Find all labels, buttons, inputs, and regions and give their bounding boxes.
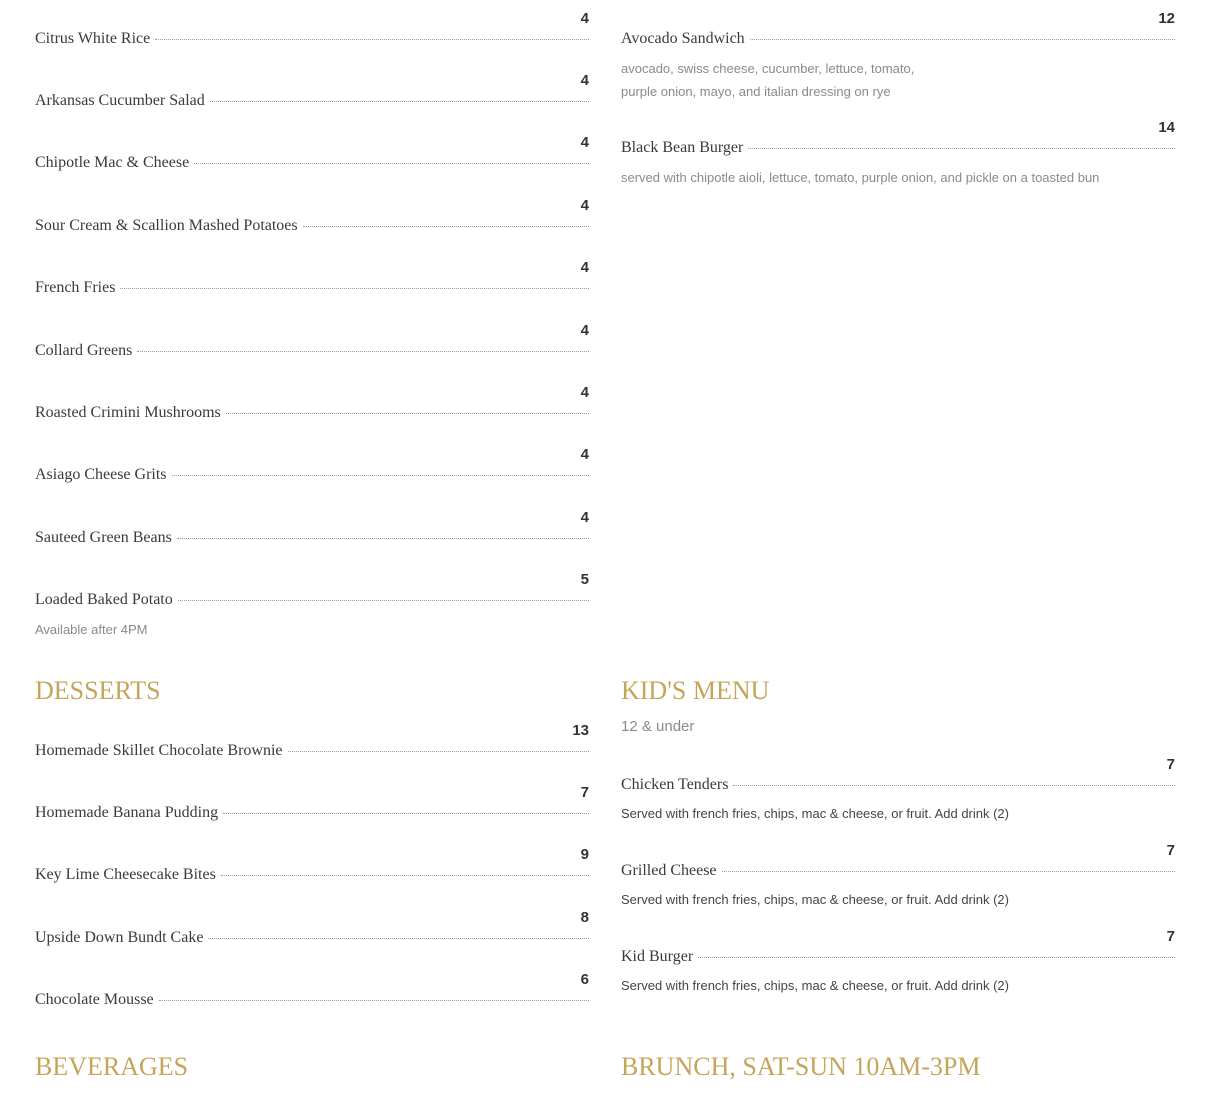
dotted-leader <box>303 226 589 227</box>
dotted-leader <box>221 875 589 876</box>
item-name: Collard Greens <box>35 342 133 359</box>
item-price: 14 <box>1158 119 1175 136</box>
sandwiches-column <box>621 0 1175 640</box>
item-price: 4 <box>580 259 589 276</box>
dotted-leader <box>137 351 589 352</box>
dotted-leader <box>722 871 1175 872</box>
item-price: 4 <box>580 384 589 401</box>
item-price: 5 <box>580 571 589 588</box>
item-description: Available after 4PM <box>35 622 148 637</box>
item-name: Kid Burger <box>621 948 694 965</box>
item-name: Chocolate Mousse <box>35 991 154 1008</box>
item-name: Roasted Crimini Mushrooms <box>35 404 221 421</box>
kids-menu-column <box>621 756 1175 1006</box>
item-name: Asiago Cheese Grits <box>35 466 167 483</box>
item-name: Loaded Baked Potato <box>35 591 173 608</box>
item-price: 4 <box>580 322 589 339</box>
item-description: Served with french fries, chips, mac & cheese, or fruit. Add drink (2) <box>621 892 1009 907</box>
dotted-leader <box>178 600 589 601</box>
item-price: 4 <box>580 10 589 27</box>
dotted-leader <box>194 163 589 164</box>
item-price: 7 <box>1166 842 1175 859</box>
dotted-leader <box>223 813 589 814</box>
sides-column <box>35 0 589 640</box>
desserts-column <box>35 722 589 1022</box>
item-name: Arkansas Cucumber Salad <box>35 92 205 109</box>
item-price: 6 <box>580 971 589 988</box>
dotted-leader <box>750 39 1175 40</box>
item-price: 4 <box>580 72 589 89</box>
item-price: 4 <box>580 197 589 214</box>
item-name: French Fries <box>35 279 116 296</box>
item-description <box>621 57 914 103</box>
item-price: 7 <box>580 784 589 801</box>
item-name: Chipotle Mac & Cheese <box>35 154 190 171</box>
item-name: Grilled Cheese <box>621 862 717 879</box>
item-price: 8 <box>580 909 589 926</box>
item-description: Served with french fries, chips, mac & cheese, or fruit. Add drink (2) <box>621 978 1009 993</box>
item-price: 9 <box>580 846 589 863</box>
item-name: Black Bean Burger <box>621 139 744 156</box>
item-name: Homemade Skillet Chocolate Brownie <box>35 742 283 759</box>
description-line: purple onion, mayo, and italian dressing on rye <box>621 84 891 99</box>
item-name: Key Lime Cheesecake Bites <box>35 866 216 883</box>
section-title-desserts: DESSERTS <box>35 676 161 705</box>
dotted-leader <box>159 1000 589 1001</box>
section-title-brunch: BRUNCH, SAT-SUN 10AM-3PM <box>621 1052 981 1081</box>
item-name: Chicken Tenders <box>621 776 729 793</box>
dotted-leader <box>120 288 589 289</box>
item-name: Upside Down Bundt Cake <box>35 929 204 946</box>
item-price: 12 <box>1158 10 1175 27</box>
dotted-leader <box>226 413 589 414</box>
item-name: Homemade Banana Pudding <box>35 804 219 821</box>
dotted-leader <box>155 39 589 40</box>
item-name: Avocado Sandwich <box>621 30 745 47</box>
dotted-leader <box>210 101 589 102</box>
description-line: avocado, swiss cheese, cucumber, lettuce, tomato, <box>621 61 915 76</box>
item-name: Sauteed Green Beans <box>35 529 172 546</box>
item-description: Served with french fries, chips, mac & cheese, or fruit. Add drink (2) <box>621 806 1009 821</box>
section-title-beverages: BEVERAGES <box>35 1052 189 1081</box>
dotted-leader <box>177 538 589 539</box>
section-subtitle-kids-menu: 12 & under <box>621 718 695 735</box>
dotted-leader <box>748 148 1175 149</box>
item-price: 4 <box>580 134 589 151</box>
dotted-leader <box>698 957 1175 958</box>
item-name: Citrus White Rice <box>35 30 151 47</box>
section-title-kids-menu: KID'S MENU <box>621 676 770 705</box>
dotted-leader <box>172 475 589 476</box>
item-description: served with chipotle aioli, lettuce, tomato, purple onion, and pickle on a toasted bun <box>621 170 1100 185</box>
item-price: 7 <box>1166 928 1175 945</box>
item-price: 7 <box>1166 756 1175 773</box>
item-price: 13 <box>572 722 589 739</box>
item-price: 4 <box>580 509 589 526</box>
dotted-leader <box>208 938 589 939</box>
dotted-leader <box>288 751 590 752</box>
dotted-leader <box>733 785 1175 786</box>
item-name: Sour Cream & Scallion Mashed Potatoes <box>35 217 298 234</box>
item-price: 4 <box>580 446 589 463</box>
